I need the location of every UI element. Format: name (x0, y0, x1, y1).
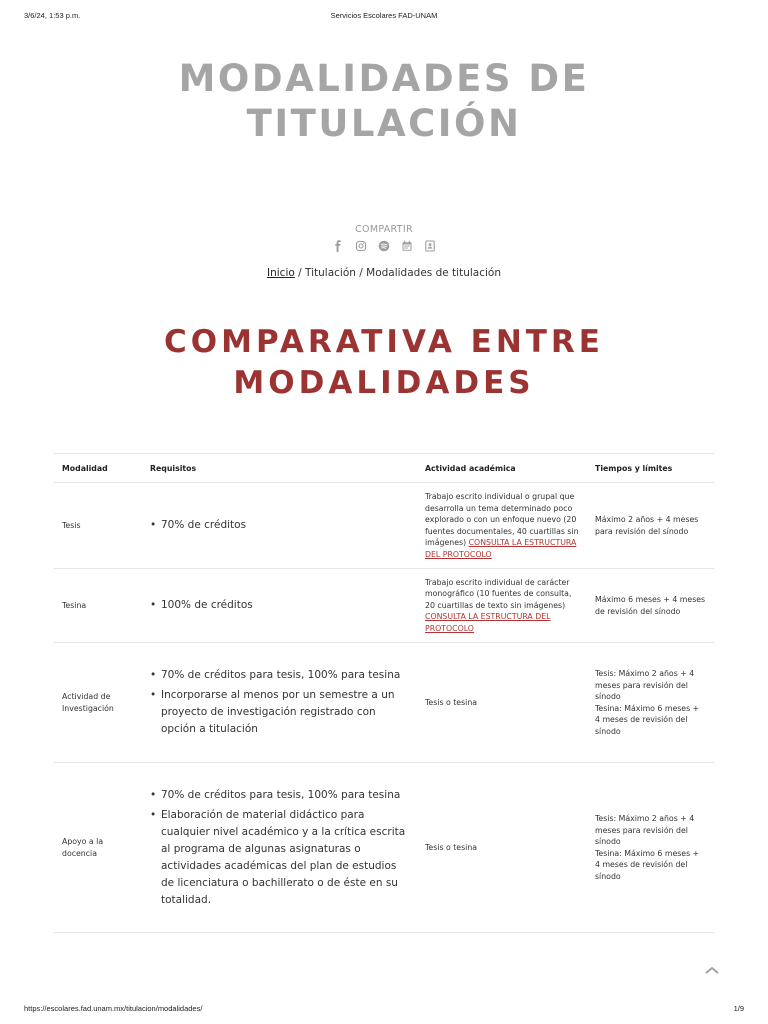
section-title (0, 322, 768, 404)
table-row (54, 569, 714, 643)
cell-actividad (417, 569, 587, 643)
print-site-title: Servicios Escolares FAD-UNAM (330, 11, 438, 20)
page-title-line-2: TITULACIÓN (246, 102, 522, 145)
share-icons (0, 240, 768, 252)
cell-tiempos (587, 643, 714, 763)
contact-icon[interactable] (424, 240, 436, 252)
spotify-icon[interactable] (378, 240, 390, 252)
requirement-item: • 100% de créditos (150, 597, 409, 614)
print-date: 3/6/24, 1:53 p.m. (24, 11, 81, 20)
section-title-line-2: MODALIDADES (233, 365, 535, 401)
table-row (54, 483, 714, 569)
cell-actividad: Tesis o tesina (417, 763, 587, 933)
comparison-table (54, 453, 714, 933)
tiempo-item: Tesis: Máximo 2 años + 4 meses para revisión del sínodo (595, 814, 695, 846)
breadcrumb-separator: / (294, 267, 306, 279)
table-header-row (54, 454, 714, 483)
cell-requisitos (142, 569, 417, 643)
cell-actividad: Tesis o tesina (417, 643, 587, 763)
actividad-text: Trabajo escrito individual o grupal que desarrolla un tema determinado poco explorado o con un enfoque nuevo (20 fuentes documentales, 40 cuartillas sin imágenes) (425, 492, 579, 547)
tiempo-item: Máximo 6 meses + 4 meses de revisión del sínodo (595, 595, 706, 616)
cell-tiempos (587, 569, 714, 643)
tiempo-item: Máximo 2 años + 4 meses para revisión del sínodo (595, 515, 699, 536)
tiempo-item: Tesina: Máximo 6 meses + 4 meses de revisión del sínodo (595, 848, 700, 881)
actividad-text: Trabajo escrito individual de carácter monográfico (10 fuentes de consulta, 20 cuartillas de texto sin imágenes) (425, 577, 572, 610)
share-label: COMPARTIR (355, 224, 413, 235)
cell-requisitos (142, 763, 417, 933)
cell-modalidad: Tesis (54, 483, 142, 569)
tiempo-item: Tesis: Máximo 2 años + 4 meses para revisión del sínodo (595, 669, 695, 701)
header-tiempos: Tiempos y límites (587, 454, 714, 483)
print-header (24, 11, 744, 21)
calendar-icon[interactable] (401, 240, 413, 252)
header-requisitos: Requisitos (142, 454, 417, 483)
cell-tiempos (587, 763, 714, 933)
requirement-item: • 70% de créditos (150, 517, 409, 534)
protocol-structure-link[interactable]: CONSULTA LA ESTRUCTURA DEL PROTOCOLO (425, 538, 577, 559)
cell-modalidad: Apoyo a la docencia (54, 763, 142, 933)
print-url: https://escolares.fad.unam.mx/titulacion/modalidades/ (24, 1004, 203, 1013)
share-bar (0, 224, 768, 252)
breadcrumb (0, 267, 768, 279)
facebook-icon[interactable] (332, 240, 344, 252)
requirement-item: • Elaboración de material didáctico para cualquier nivel académico y a la crítica escrita al programa de algunas asignaturas o actividades académicas del plan de estudios de licenciatura o bachillerato o de éste en su totalidad. (150, 807, 409, 909)
page-title-line-1: MODALIDADES DE (178, 57, 590, 100)
chevron-up-icon[interactable] (704, 964, 720, 976)
cell-modalidad: Tesina (54, 569, 142, 643)
print-page-number: 1/9 (733, 1004, 744, 1013)
header-actividad: Actividad académica (417, 454, 587, 483)
table-row (54, 763, 714, 933)
requirement-item: • 70% de créditos para tesis, 100% para tesina (150, 787, 409, 804)
breadcrumb-separator: / (355, 267, 367, 279)
requirement-item: • 70% de créditos para tesis, 100% para tesina (150, 667, 409, 684)
instagram-icon[interactable] (355, 240, 367, 252)
cell-actividad (417, 483, 587, 569)
page-title (0, 56, 768, 146)
breadcrumb-current: Modalidades de titulación (366, 267, 501, 279)
protocol-structure-link[interactable]: CONSULTA LA ESTRUCTURA DEL PROTOCOLO (425, 612, 551, 633)
header-modalidad: Modalidad (54, 454, 142, 483)
breadcrumb-titulacion[interactable]: Titulación (305, 267, 356, 279)
cell-tiempos (587, 483, 714, 569)
cell-requisitos (142, 483, 417, 569)
breadcrumb-home-link[interactable]: Inicio (267, 267, 295, 279)
cell-requisitos (142, 643, 417, 763)
tiempo-item: Tesina: Máximo 6 meses + 4 meses de revisión del sínodo (595, 703, 700, 736)
table-row (54, 643, 714, 763)
section-title-line-1: COMPARATIVA ENTRE (164, 324, 604, 360)
requirement-item: • Incorporarse al menos por un semestre a un proyecto de investigación registrado con opción a titulación (150, 687, 409, 738)
cell-modalidad: Actividad de Investigación (54, 643, 142, 763)
